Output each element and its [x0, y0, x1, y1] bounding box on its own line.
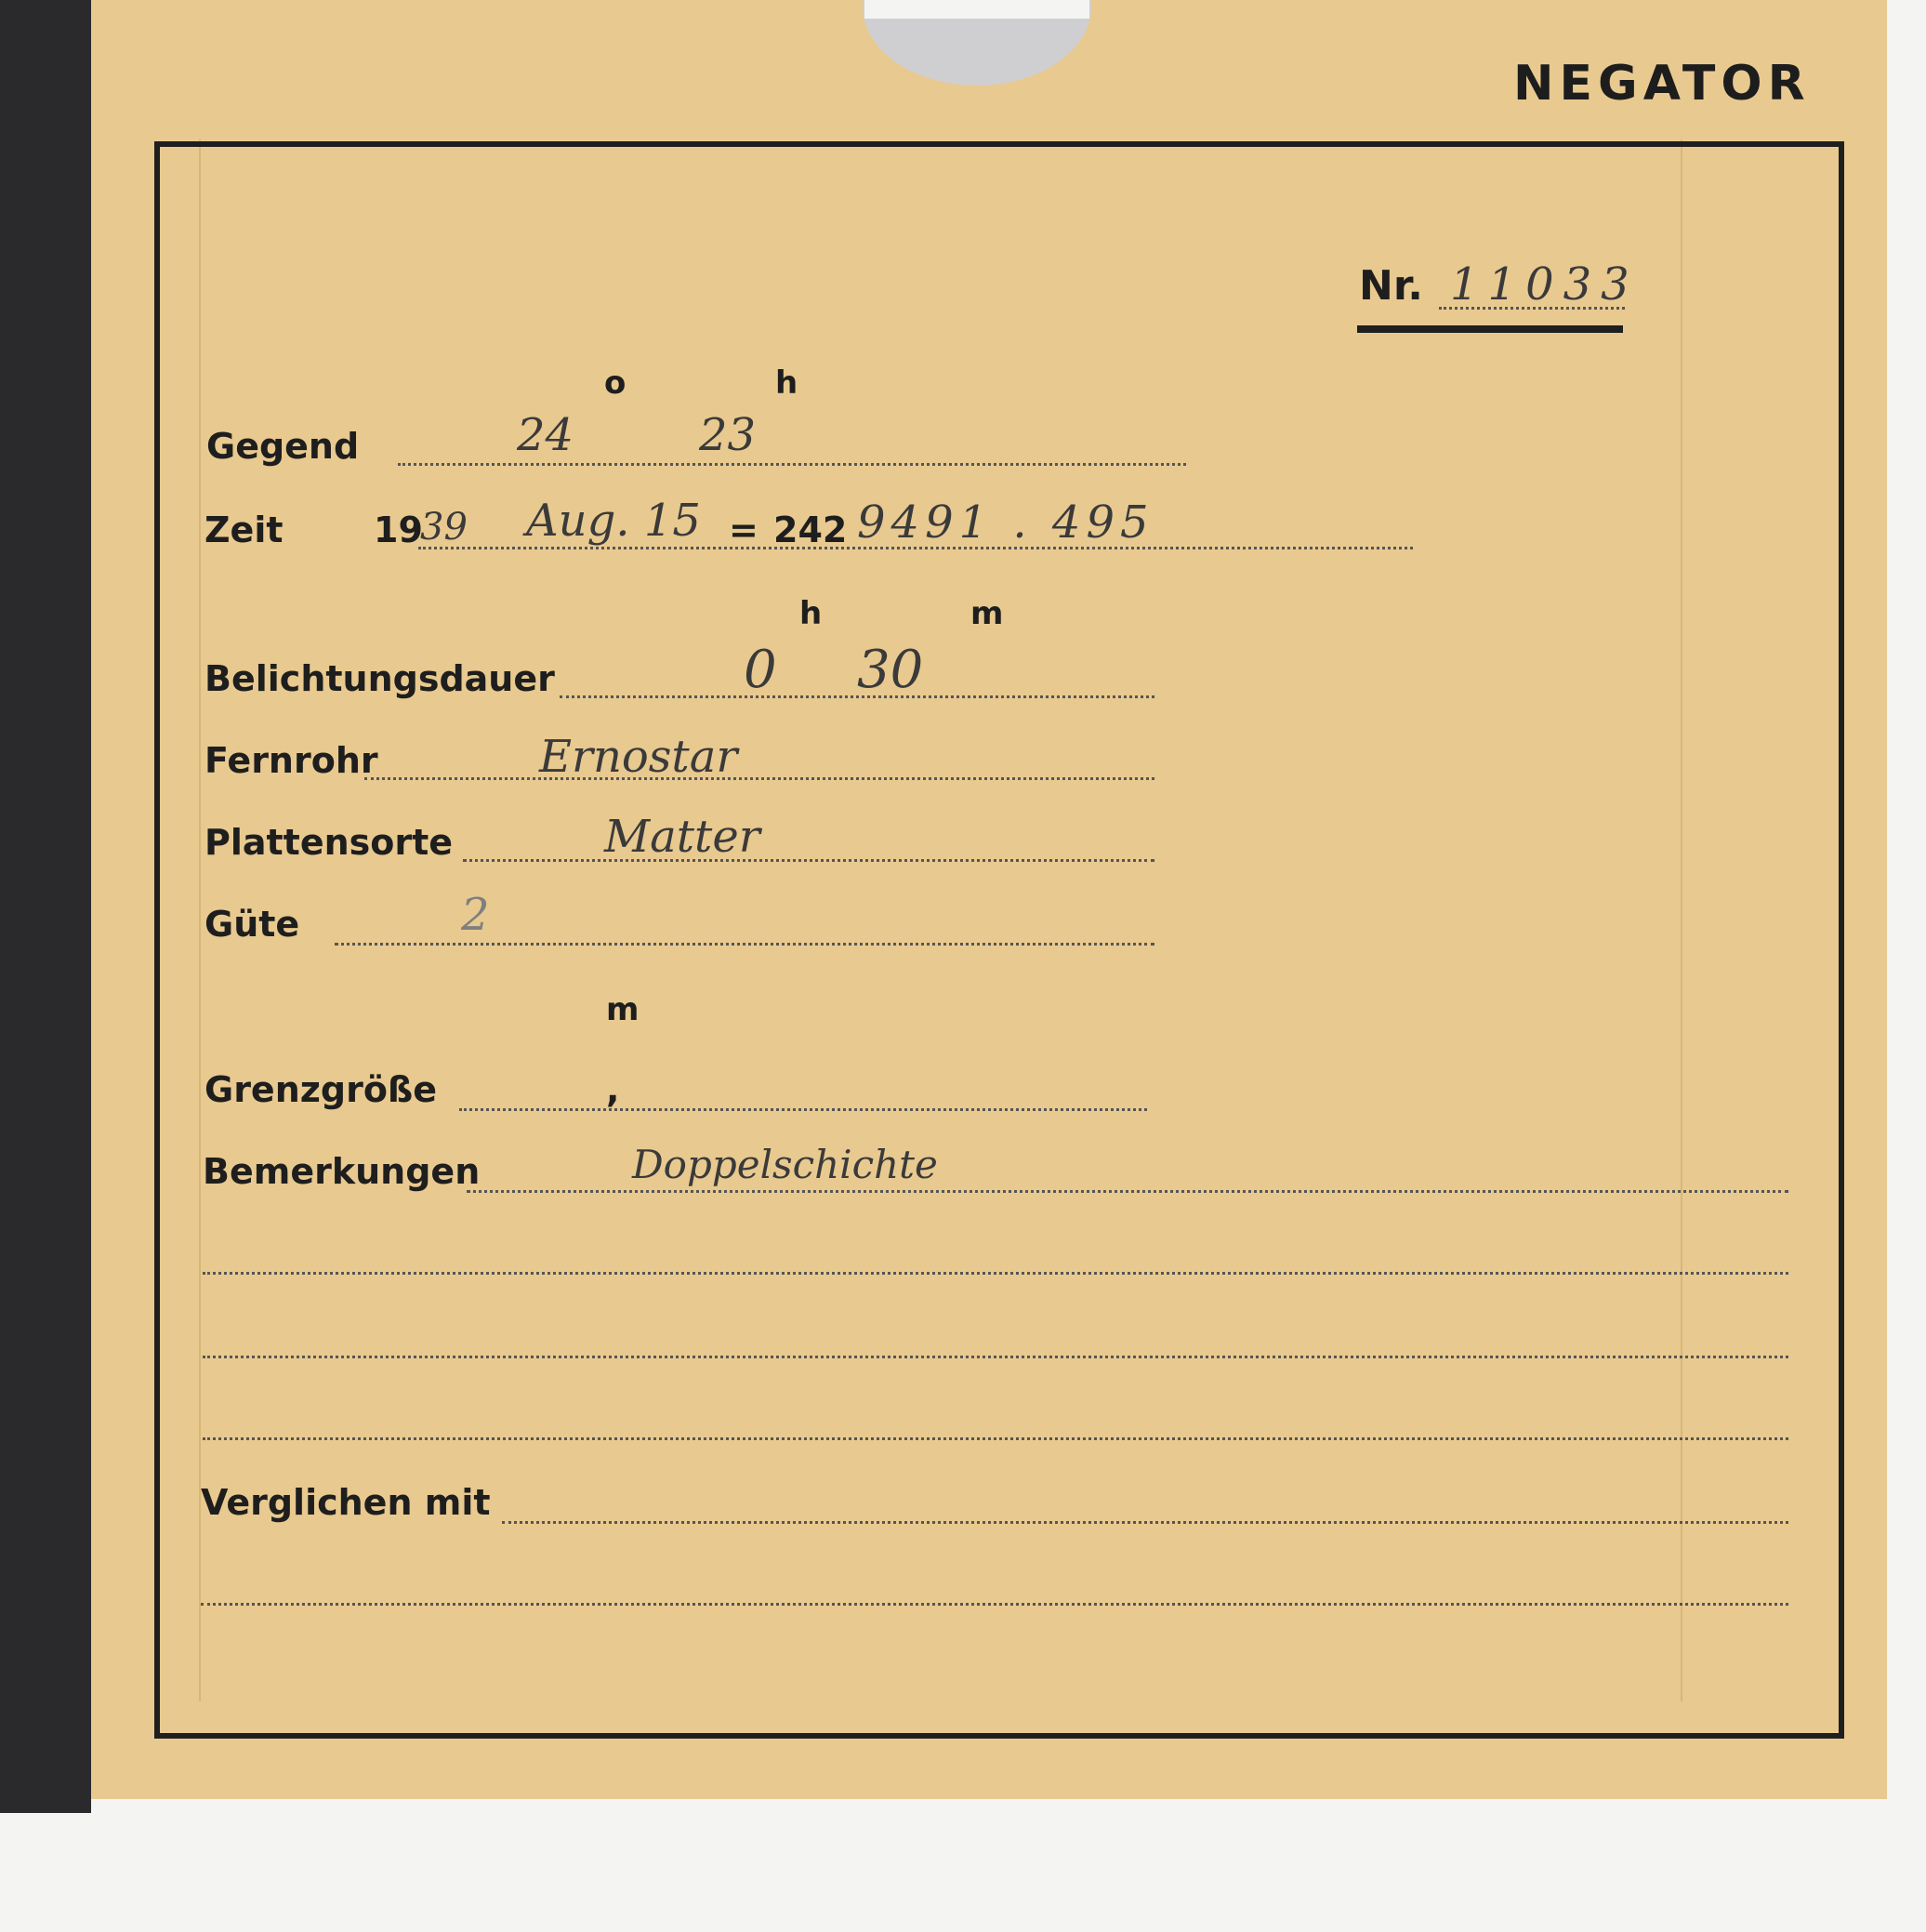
grenzgroesse-line — [459, 1108, 1147, 1111]
zeit-jd-value: 9491 . 495 — [857, 496, 1154, 549]
plattensorte-line — [463, 859, 1154, 862]
fernrohr-line — [364, 777, 1154, 780]
belichtungsdauer-label: Belichtungsdauer — [204, 658, 555, 699]
unit-exposure-hour: h — [799, 595, 823, 632]
zeit-year-suffix: 39 — [420, 506, 468, 549]
zeit-date: Aug. 15 — [526, 495, 701, 547]
unit-hour: h — [775, 364, 798, 402]
fernrohr-value: Ernostar — [539, 731, 738, 783]
bemerkungen-value: Doppelschichte — [632, 1142, 938, 1187]
binding-spine — [0, 0, 91, 1813]
number-label: Nr. — [1359, 262, 1423, 310]
plattensorte-label: Plattensorte — [204, 822, 454, 863]
gegend-value-2: 23 — [699, 409, 757, 461]
gegend-value-1: 24 — [517, 409, 574, 461]
bemerkungen-label: Bemerkungen — [203, 1151, 481, 1192]
verglichen-label: Verglichen mit — [201, 1482, 491, 1523]
plattensorte-value: Matter — [604, 811, 760, 863]
zeit-line — [418, 547, 1413, 549]
unit-magnitude: m — [606, 991, 640, 1028]
brand-title: NEGATOR — [1513, 56, 1811, 112]
zeit-label: Zeit — [204, 509, 284, 550]
bemerkungen-line — [467, 1190, 1788, 1193]
gegend-label: Gegend — [206, 426, 360, 467]
number-value: 11033 — [1450, 258, 1639, 311]
belichtungsdauer-minutes: 30 — [857, 640, 924, 700]
guete-line — [335, 943, 1154, 946]
zeit-year-prefix: 19 — [374, 509, 423, 550]
verglichen-line-2 — [201, 1603, 1788, 1606]
grenzgroesse-value: , — [606, 1069, 620, 1110]
bemerkungen-line-3 — [203, 1356, 1788, 1358]
belichtungsdauer-line — [560, 695, 1154, 698]
zeit-equals: = — [729, 509, 759, 550]
zeit-jd-prefix: 242 — [773, 509, 848, 550]
guete-value: 2 — [461, 889, 490, 941]
guete-label: Güte — [204, 904, 300, 945]
verglichen-line — [502, 1521, 1788, 1524]
fernrohr-label: Fernrohr — [204, 740, 378, 781]
grenzgroesse-label: Grenzgröße — [204, 1069, 438, 1110]
bemerkungen-line-2 — [203, 1272, 1788, 1275]
gegend-line — [398, 463, 1186, 466]
bemerkungen-line-4 — [203, 1437, 1788, 1440]
unit-degree: o — [604, 364, 627, 402]
unit-exposure-minute: m — [970, 595, 1004, 632]
belichtungsdauer-hours: 0 — [744, 640, 777, 700]
number-underline — [1357, 325, 1623, 333]
